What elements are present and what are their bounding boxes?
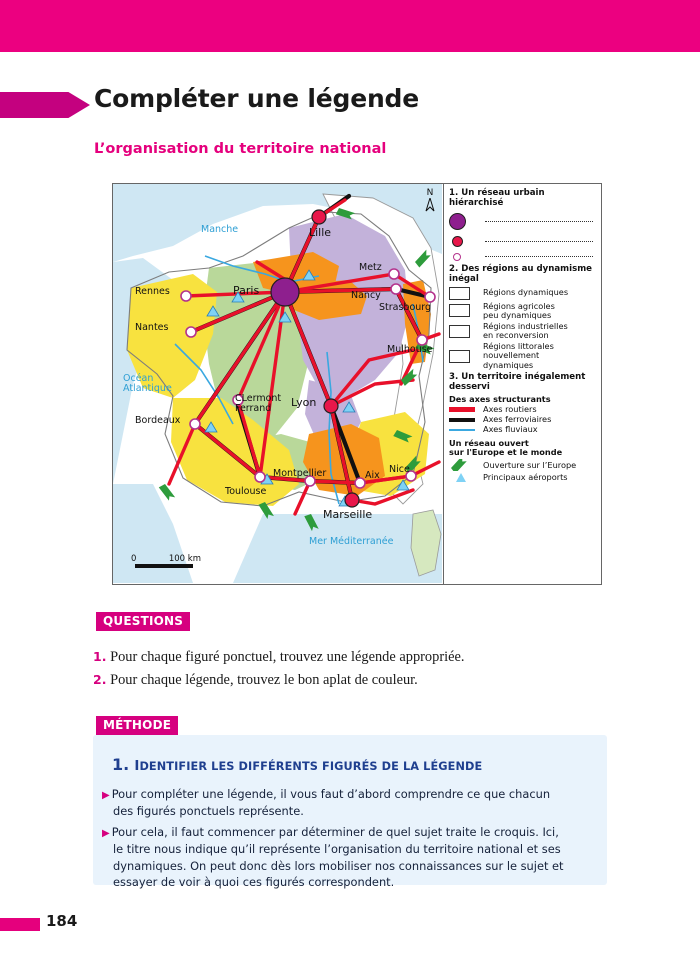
question-text-1: Pour chaque figuré ponctuel, trouvez une légende appropriée. — [110, 649, 465, 665]
legend-label-regions-littorales: Régions littorales nouvellement dynamiques — [483, 341, 554, 370]
method-bullet-2-line3: dynamiques. On peut donc dès lors mobiliser nos connaissances sur le sujet et — [113, 858, 564, 873]
empty-swatch-icon[interactable] — [449, 350, 483, 363]
legend-item-regions-industrielles[interactable] — [449, 322, 597, 340]
sea-label-manche: Manche — [201, 224, 239, 235]
city-label-rennes: Rennes — [135, 286, 170, 297]
legend-item-axes-fluviaux[interactable] — [449, 425, 597, 434]
city-label-nice: Nice — [389, 464, 410, 475]
city-label-strasbourg: Strasbourg — [379, 302, 432, 313]
legend-label-ouverture-europe: Ouverture sur l’Europe — [483, 459, 577, 470]
city-label-bordeaux: Bordeaux — [135, 415, 181, 426]
city-label-lyon: Lyon — [291, 396, 317, 409]
method-bullet-1 — [102, 786, 602, 820]
city-label-clermont-ferrand: CLermont Ferrand — [235, 393, 282, 414]
sea-label-mediterranee: Mer Méditerranée — [309, 536, 394, 547]
legend-label-axes-routiers: Axes routiers — [483, 403, 537, 414]
legend-label-regions-agricoles: Régions agricoles peu dynamiques — [483, 300, 555, 320]
method-bullet-2-line4: essayer de voir à quoi ces figurés correspondent. — [113, 875, 395, 890]
method-bullet-2-line2: le titre nous indique qu’il représente l’organisation du territoire national et ses — [113, 842, 561, 857]
sea-label-atlantique: Océan Atlantique — [123, 373, 172, 395]
blank-answer-line[interactable] — [485, 221, 593, 222]
scale-bar — [131, 554, 201, 568]
small-open-circle-icon — [449, 253, 483, 261]
legend-item-axes-ferroviaires[interactable] — [449, 415, 597, 424]
north-arrow-icon — [425, 198, 435, 212]
city-label-nancy: Nancy — [351, 290, 381, 301]
scale-zero: 0 — [131, 554, 137, 564]
city-label-paris: Paris — [233, 284, 260, 297]
legend-label-aeroports: Principaux aéroports — [483, 472, 568, 483]
question-number-1: 1. — [93, 649, 107, 664]
city-label-marseille: Marseille — [323, 508, 373, 521]
scale-value: 100 km — [168, 554, 201, 564]
city-label-metz: Metz — [359, 262, 382, 273]
question-text-2: Pour chaque légende, trouvez le bon aplat de couleur. — [110, 672, 418, 689]
legend-label-regions-dynamiques: Régions dynamiques — [483, 287, 569, 298]
city-label-aix: Aix — [365, 470, 380, 481]
legend-item-regions-dynamiques[interactable] — [449, 287, 597, 300]
city-label-montpellier: Montpellier — [273, 468, 327, 479]
legend-section2-title: 2. Des régions au dynamisme inégal — [449, 263, 592, 284]
question-number-2: 2. — [93, 672, 107, 688]
city-label-toulouse: Toulouse — [225, 486, 267, 497]
method-bullet-1-line2: des figurés ponctuels représente. — [113, 804, 304, 819]
bullet-arrow-icon: ▶ — [102, 790, 110, 801]
empty-swatch-icon[interactable] — [449, 287, 483, 300]
legend-item-ouverture-europe[interactable] — [449, 459, 597, 471]
method-step-number: 1. — [112, 755, 130, 774]
black-line-icon — [449, 418, 483, 423]
legend-label-axes-fluviaux: Axes fluviaux — [483, 424, 538, 435]
legend-section3-title: 3. Un territoire inégalement desservi — [449, 371, 586, 392]
methode-tag: MÉTHODE — [96, 716, 178, 735]
legend-item-ville-moyenne[interactable] — [449, 253, 597, 261]
bullet-arrow-icon: ▶ — [102, 828, 110, 839]
legend-item-metropole[interactable] — [449, 213, 597, 230]
legend-item-regions-littorales[interactable] — [449, 342, 597, 370]
title-arrow-banner — [0, 92, 90, 118]
france-map-svg — [113, 184, 442, 583]
legend-subtitle-reseau-ouvert: Un réseau ouvert sur l'Europe et le monde — [449, 437, 563, 457]
page-number: 184 — [46, 912, 78, 930]
method-step-heading — [112, 755, 482, 774]
blank-answer-line[interactable] — [485, 241, 593, 242]
scale-bar-line — [135, 564, 193, 568]
question-item-2 — [93, 669, 563, 692]
method-bullet-2 — [102, 824, 602, 891]
method-bullet-1-line1: Pour compléter une légende, il vous faut d’abord comprendre ce que chacun — [111, 787, 551, 801]
legend-item-aeroports[interactable] — [449, 473, 597, 482]
legend-label-axes-ferroviaires: Axes ferroviaires — [483, 414, 552, 425]
legend-pane — [444, 184, 601, 584]
medium-red-circle-icon — [449, 236, 483, 247]
empty-swatch-icon[interactable] — [449, 325, 483, 338]
page-title: Compléter une légende — [94, 84, 420, 113]
legend-section1-title: 1. Un réseau urbain hiérarchisé — [449, 188, 545, 208]
map-figure — [112, 183, 602, 585]
top-decorative-band — [0, 0, 700, 52]
legend-label-regions-industrielles: Régions industrielles en reconversion — [483, 320, 568, 341]
legend-item-axes-routiers[interactable] — [449, 405, 597, 414]
footer-accent-bar — [0, 918, 40, 931]
question-item-1 — [93, 646, 563, 669]
city-label-mulhouse: Mulhouse — [387, 344, 433, 355]
method-bullet-2-line1: Pour cela, il faut commencer par déterminer de quel sujet traite le croquis. Ici, — [111, 825, 559, 839]
map-pane[interactable] — [113, 184, 444, 584]
method-step-title: IDENTIFIER LES DIFFÉRENTS FIGURÉS DE LA LÉGENDE — [134, 758, 483, 774]
questions-tag: QUESTIONS — [96, 612, 190, 631]
blank-answer-line[interactable] — [485, 256, 593, 257]
legend-subtitle-axes: Des axes structurants — [449, 393, 551, 404]
legend-item-grande-ville[interactable] — [449, 236, 597, 247]
city-label-nantes: Nantes — [135, 322, 169, 333]
north-label: N — [426, 188, 434, 198]
large-purple-circle-icon — [449, 213, 483, 230]
blue-triangle-icon — [449, 473, 483, 482]
legend-item-regions-agricoles[interactable] — [449, 302, 597, 320]
city-label-lille: Lille — [309, 226, 332, 239]
questions-list — [93, 646, 563, 693]
red-line-icon — [449, 407, 483, 412]
empty-swatch-icon[interactable] — [449, 304, 483, 317]
blue-line-icon — [449, 429, 483, 431]
north-arrow — [425, 188, 435, 215]
green-arrow-icon — [449, 459, 483, 471]
page-subtitle: L’organisation du territoire national — [94, 141, 387, 157]
